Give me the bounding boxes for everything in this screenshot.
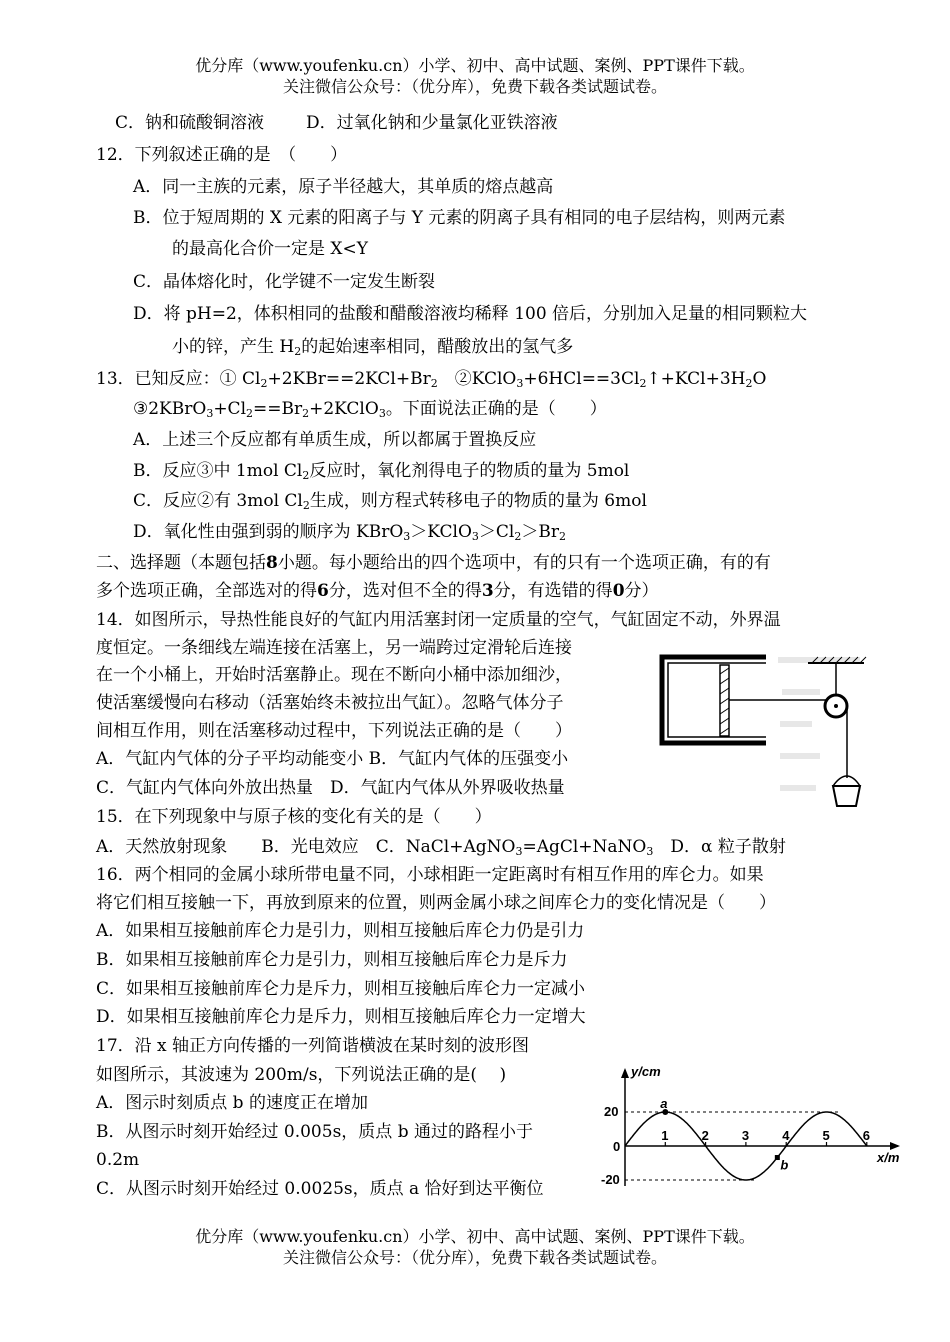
q14-stem-line2: 度恒定。一条细线左端连接在活塞上，另一端跨过定滑轮后连接: [96, 638, 572, 658]
q12-option-d-line2: 小的锌，产生 $H_2$的起始速率相同，醋酸放出的氢气多: [172, 337, 574, 358]
q12-option-d-line1: D．将 pH=2，体积相同的盐酸和醋酸溶液均稀释 100 倍后，分别加入足量的相同颗粒大: [133, 304, 808, 324]
wave-graph: [600, 1058, 915, 1198]
q16-option-c: C．如果相互接触前库仑力是斥力，则相互接触后库仑力一定减小: [96, 979, 586, 999]
q12-option-a: A．同一主族的元素，原子半径越大，其单质的熔点越高: [133, 177, 554, 197]
footer-line-2: 关注微信公众号：（优分库），免费下载各类试题试卷。: [282, 1248, 667, 1267]
q13-option-a: A．上述三个反应都有单质生成，所以都属于置换反应: [133, 430, 537, 450]
x-tick-label-1: 1: [661, 1128, 669, 1143]
q13-option-b: B．反应③中 1mol $Cl_2$反应时，氧化剂得电子的物质的量为 5mol: [133, 461, 630, 482]
q17-option-c: C．从图示时刻开始经过 0.0025s，质点 a 恰好到达平衡位: [96, 1179, 544, 1199]
header-line-1: 优分库（www.youfenku.cn）小学、初中、高中试题、案例、PPT课件下载。: [195, 56, 755, 75]
q16-option-a: A．如果相互接触前库仑力是引力，则相互接触后库仑力仍是引力: [96, 921, 585, 941]
q17-option-b-line1: B．从图示时刻开始经过 0.005s，质点 b 通过的路程小于: [96, 1122, 533, 1142]
y-axis-label: y/cm: [631, 1064, 661, 1079]
x-axis-arrow: [890, 1142, 900, 1150]
q16-stem-line2: 将它们相互接触一下，再放到原来的位置，则两金属小球之间库仑力的变化情况是（ ）: [96, 893, 776, 913]
q14-stem-line5: 间相互作用，则在活塞移动过程中，下列说法正确的是（ ）: [96, 721, 572, 741]
q12-option-b-line1: B．位于短周期的 X 元素的阳离子与 Y 元素的阴离子具有相同的电子层结构，则两元素: [133, 208, 786, 228]
q16-stem-line1: 16．两个相同的金属小球所带电量不同，小球相距一定距离时有相互作用的库仑力。如果: [96, 865, 764, 885]
q14-options-cd: C．气缸内气体向外放出热量 D．气缸内气体从外界吸收热量: [96, 778, 565, 798]
q17-option-b-line2: 0.2m: [96, 1150, 140, 1170]
cylinder-pulley-figure: [640, 640, 872, 825]
q15-options: A．天然放射现象 B．光电效应 C．NaCl+AgNO$_3$=AgCl+NaNO$_3$ D．α 粒子散射: [96, 837, 786, 858]
y-axis-arrow: [621, 1068, 629, 1078]
x-axis-label: x/m: [877, 1150, 900, 1165]
section2-heading-line1: 二、选择题（本题包括8小题。每小题给出的四个选项中，有的只有一个选项正确，有的有: [96, 553, 771, 573]
origin-label: 0: [613, 1139, 621, 1154]
x-tick-label-3: 3: [741, 1128, 750, 1143]
q17-stem-line1: 17．沿 x 轴正方向传播的一列简谐横波在某时刻的波形图: [96, 1036, 530, 1056]
point-b-label: b: [780, 1157, 789, 1173]
point-a-label: a: [660, 1096, 668, 1111]
q12-option-c: C．晶体熔化时，化学键不一定发生断裂: [133, 272, 436, 292]
section2-heading-line2: 多个选项正确，全部选对的得6分，选对但不全的得3分，有选错的得0分）: [96, 581, 659, 601]
q14-stem-line1: 14．如图所示，导热性能良好的气缸内用活塞封闭一定质量的空气，气缸固定不动，外界温: [96, 610, 781, 630]
y-tick-20: 20: [604, 1104, 619, 1119]
point-b: [775, 1155, 780, 1160]
x-tick-label-4: 4: [782, 1128, 790, 1143]
bucket: [833, 786, 860, 806]
y-tick-minus-20: -20: [601, 1172, 620, 1187]
x-tick-label-5: 5: [822, 1128, 830, 1143]
q16-option-b: B．如果相互接触前库仑力是引力，则相互接触后库仑力是斥力: [96, 950, 568, 970]
q13-stem-line1: 13．已知反应：① $Cl_2+2KBr==2KCl+Br_2$ $②KClO_3+6HCl==3Cl_2↑+KCl+3H_2O$: [96, 369, 767, 390]
x-tick-label-2: 2: [701, 1128, 709, 1143]
q17-stem-line2: 如图所示，其波速为 200m/s，下列说法正确的是( ): [96, 1065, 507, 1085]
q12-option-b-line2: 的最高化合价一定是 X<Y: [172, 239, 368, 259]
q13-option-d: D．氧化性由强到弱的顺序为 $KBrO_3>KClO_3>Cl_2>Br_2$: [133, 522, 566, 543]
q17-option-a: A．图示时刻质点 b 的速度正在增加: [96, 1093, 368, 1113]
q11-option-d: D．过氧化钠和少量氯化亚铁溶液: [306, 113, 558, 133]
q13-stem-line2: $③2KBrO_3+Cl_2==Br_2+2KClO_3$。下面说法正确的是（ ）: [133, 399, 607, 420]
q14-options-ab: A．气缸内气体的分子平均动能变小 B．气缸内气体的压强变小: [96, 749, 569, 769]
q15-stem: 15．在下列现象中与原子核的变化有关的是（ ）: [96, 807, 492, 827]
q11-option-c: C．钠和硫酸铜溶液: [115, 113, 265, 133]
q14-stem-line3: 在一个小桶上，开始时活塞静止。现在不断向小桶中添加细沙，: [96, 665, 572, 685]
q12-stem: 12．下列叙述正确的是 （ ）: [96, 145, 348, 165]
q16-option-d: D．如果相互接触前库仑力是斥力，则相互接触后库仑力一定增大: [96, 1007, 586, 1027]
footer-line-1: 优分库（www.youfenku.cn）小学、初中、高中试题、案例、PPT课件下载。: [195, 1227, 755, 1246]
q13-option-c: C．反应②有 3mol $Cl_2$生成，则方程式转移电子的物质的量为 6mol: [133, 491, 647, 512]
q14-stem-line4: 使活塞缓慢向右移动（活塞始终未被拉出气缸）。忽略气体分子: [96, 693, 564, 713]
header-line-2: 关注微信公众号：（优分库），免费下载各类试题试卷。: [282, 77, 667, 96]
x-tick-label-6: 6: [862, 1128, 871, 1143]
